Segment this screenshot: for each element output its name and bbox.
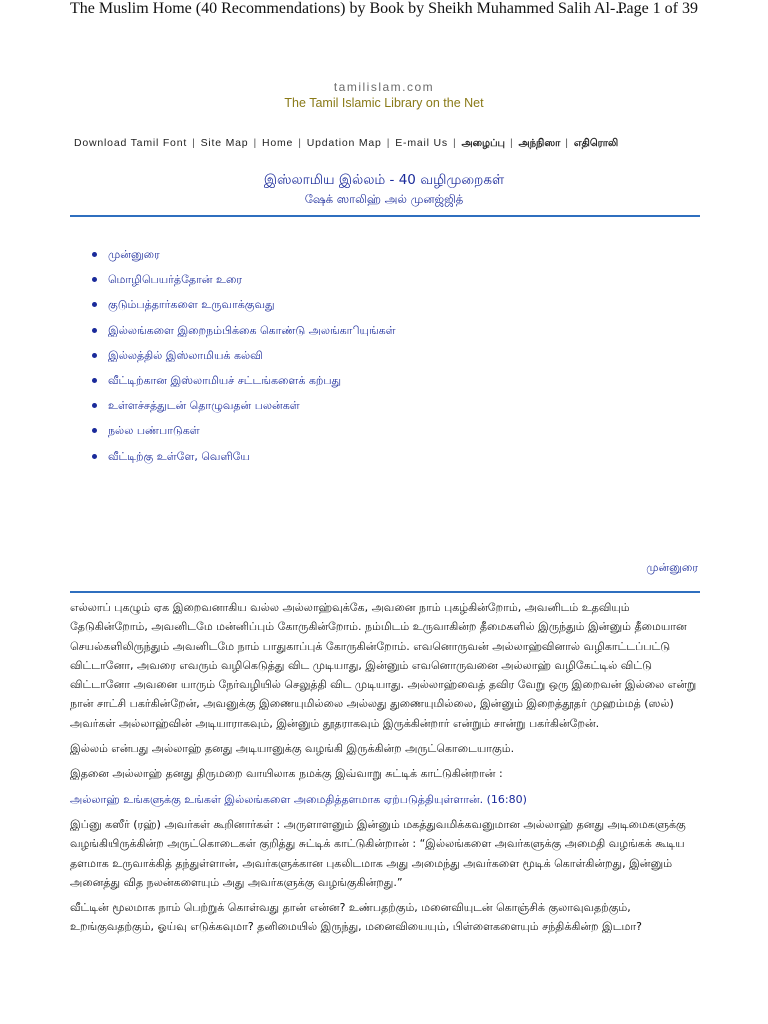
toc-link[interactable]: உள்ளச்சத்துடன் தொழுவதன் பலன்கள் xyxy=(108,399,300,413)
bullet-icon xyxy=(92,454,97,459)
section-heading[interactable]: முன்னுரை xyxy=(646,561,698,574)
toc-item[interactable] xyxy=(92,423,396,448)
body-text xyxy=(70,598,700,943)
bullet-icon xyxy=(92,302,97,307)
nav-home[interactable]: Home xyxy=(261,137,294,149)
nav-separator: | xyxy=(386,137,391,149)
nav-azhaippu[interactable]: அழைப்பு xyxy=(461,138,505,149)
bullet-icon xyxy=(92,378,97,383)
nav-bar xyxy=(74,137,714,153)
site-header xyxy=(0,80,768,111)
paragraph: இதனை அல்லாஹ் தனது திருமறை வாயிலாக நமக்கு இவ்வாறு சுட்டிக் காட்டுகின்றான் : xyxy=(70,767,503,781)
toc-item[interactable] xyxy=(92,348,396,373)
book-title: இஸ்லாமிய இல்லம் - 40 வழிமுறைகள் xyxy=(263,172,505,188)
paragraph: வீட்டின் மூலமாக நாம் பெற்றுக் கொள்வது தான் என்ன? உண்பதற்கும், மனைவியுடன் கொஞ்சிக் குலாவுவதற்கும், உறங்குவதற்கும், ஓய்வு எடுக்கவுமா? தனிமையில் இருந்து, மனைவியையும், பிள்ளைகளையும் சந்திக்கின்ற இடமா? xyxy=(70,901,642,934)
nav-separator: | xyxy=(509,137,514,149)
print-header xyxy=(0,0,768,22)
paragraph: இல்லம் என்பது அல்லாஹ் தனது அடியானுக்கு வழங்கி இருக்கின்ற அருட்கொடையாகும். xyxy=(70,742,515,756)
nav-separator: | xyxy=(253,137,257,149)
nav-separator: | xyxy=(192,137,196,149)
paragraph: இப்னு கஸீர் (ரஹ்) அவர்கள் கூறினார்கள் : அருளாளனும் இன்னும் மகத்துவமிக்கவனுமான அல்லாஹ் தனது அடிமைகளுக்கு வழங்கியிருக்கின்ற அருட்கொடைகள் குறித்து சுட்டிக் காட்டுகின்றான் : “இல்லங்களை அவர்களுக்கு அமைதி வழங்கக் கூடிய தளமாக உருவாக்கித் தந்துள்ளான், அவர்களுக்கான புகலிடமாக அது அமைந்து அவர்களை மூடிக் கொள்கின்றது, இன்னும் அனைத்து வித நலன்களையும் அது அவர்களுக்கு வழங்குகின்றது.” xyxy=(70,817,686,889)
nav-separator: | xyxy=(298,137,302,149)
bullet-icon xyxy=(92,403,97,408)
bullet-icon xyxy=(92,252,97,257)
table-of-contents xyxy=(92,247,396,474)
toc-item[interactable] xyxy=(92,449,396,474)
divider xyxy=(70,591,700,593)
nav-updation-map[interactable]: Updation Map xyxy=(306,137,382,149)
bullet-icon xyxy=(92,428,97,433)
nav-download-tamil-font[interactable]: Download Tamil Font xyxy=(74,137,188,149)
paragraph: எல்லாப் புகழும் ஏக இறைவனாகிய வல்ல அல்லாஹ்வுக்கே, அவனை நாம் புகழ்கின்றோம், அவனிடம் உதவியும் தேடுகின்றோம், அவனிடமே மன்னிப்பும் கோருகின்றோம். நம்மிடம் உருவாகின்ற தீமைகளில் இருந்தும் இன்னும் தீமையான செயல்களிலிருந்தும் அவனிடமே நாம் பாதுகாப்புக் கோருகின்றோம். எவனொருவன் அல்லாஹ்வினால் வழிகாட்டப்பட்டு விட்டானோ, அவரை எவரும் வழிகெடுத்து விட முடியாது, இன்னும் எவனொருவனை அல்லாஹ் வழிகேட்டில் விட்டு விட்டானோ அவனை யாரும் நேர்வழியில் செலுத்தி விட முடியாது. அல்லாஹ்வைத் தவிர வேறு ஒரு இறைவன் இல்லை என்று நான் சாட்சி பகர்கின்றேன், அவனுக்கு இணையுமில்லை அல்லது துணையுமில்லை, இன்னும் இறைத்தூதர் முஹம்மத் (ஸல்) அவர்கள் அல்லாஹ்வின் அடியாராகவும், இன்னும் தூதராகவும் இருக்கின்றார் என்றும் சான்று பகர்கின்றேன். xyxy=(70,601,697,730)
toc-link[interactable]: நல்ல பண்பாடுகள் xyxy=(108,424,200,438)
toc-item[interactable] xyxy=(92,272,396,297)
toc-link[interactable]: குடும்பத்தார்களை உருவாக்குவது xyxy=(108,298,275,312)
nav-ethiroli[interactable]: எதிரொலி xyxy=(573,138,619,149)
nav-separator: | xyxy=(565,137,569,149)
quran-quote: அல்லாஹ் உங்களுக்கு உங்கள் இல்லங்களை அமைதித்தளமாக ஏற்படுத்தியுள்ளான். (16:80) xyxy=(70,792,527,806)
bullet-icon xyxy=(92,277,97,282)
bullet-icon xyxy=(92,328,97,333)
toc-item[interactable] xyxy=(92,373,396,398)
divider xyxy=(70,215,700,217)
nav-separator: | xyxy=(452,137,457,149)
bullet-icon xyxy=(92,353,97,358)
toc-item[interactable] xyxy=(92,247,396,272)
site-tagline: The Tamil Islamic Library on the Net xyxy=(284,96,484,110)
toc-link[interactable]: இல்லங்களை இறைநம்பிக்கை கொண்டு அலங்காியுங்கள் xyxy=(108,323,396,337)
book-author[interactable]: ஷேக் ஸாலிஹ் அல் முனஜ்ஜித் xyxy=(304,192,464,206)
page-indicator: Page 1 of 39 xyxy=(617,0,698,17)
toc-link[interactable]: வீட்டிற்கு உள்ளே, வெளியே xyxy=(108,449,250,463)
toc-link[interactable]: மொழிபெயர்த்தோன் உரை xyxy=(108,273,243,287)
toc-link[interactable]: இல்லத்தில் இஸ்லாமியக் கல்வி xyxy=(108,348,263,362)
toc-link[interactable]: வீட்டிற்கான இஸ்லாமியச் சட்டங்களைக் கற்பது xyxy=(108,373,342,387)
nav-annisa[interactable]: அந்நிஸா xyxy=(518,138,561,149)
nav-site-map[interactable]: Site Map xyxy=(200,137,249,149)
toc-item[interactable] xyxy=(92,323,396,348)
toc-item[interactable] xyxy=(92,398,396,423)
toc-link[interactable]: முன்னுரை xyxy=(108,248,160,261)
nav-email-us[interactable]: E-mail Us xyxy=(395,137,448,149)
site-name: tamilislam.com xyxy=(333,80,435,94)
toc-item[interactable] xyxy=(92,297,396,322)
document-title: The Muslim Home (40 Recommendations) by Book by Sheikh Muhammed Salih Al-... xyxy=(70,0,628,17)
